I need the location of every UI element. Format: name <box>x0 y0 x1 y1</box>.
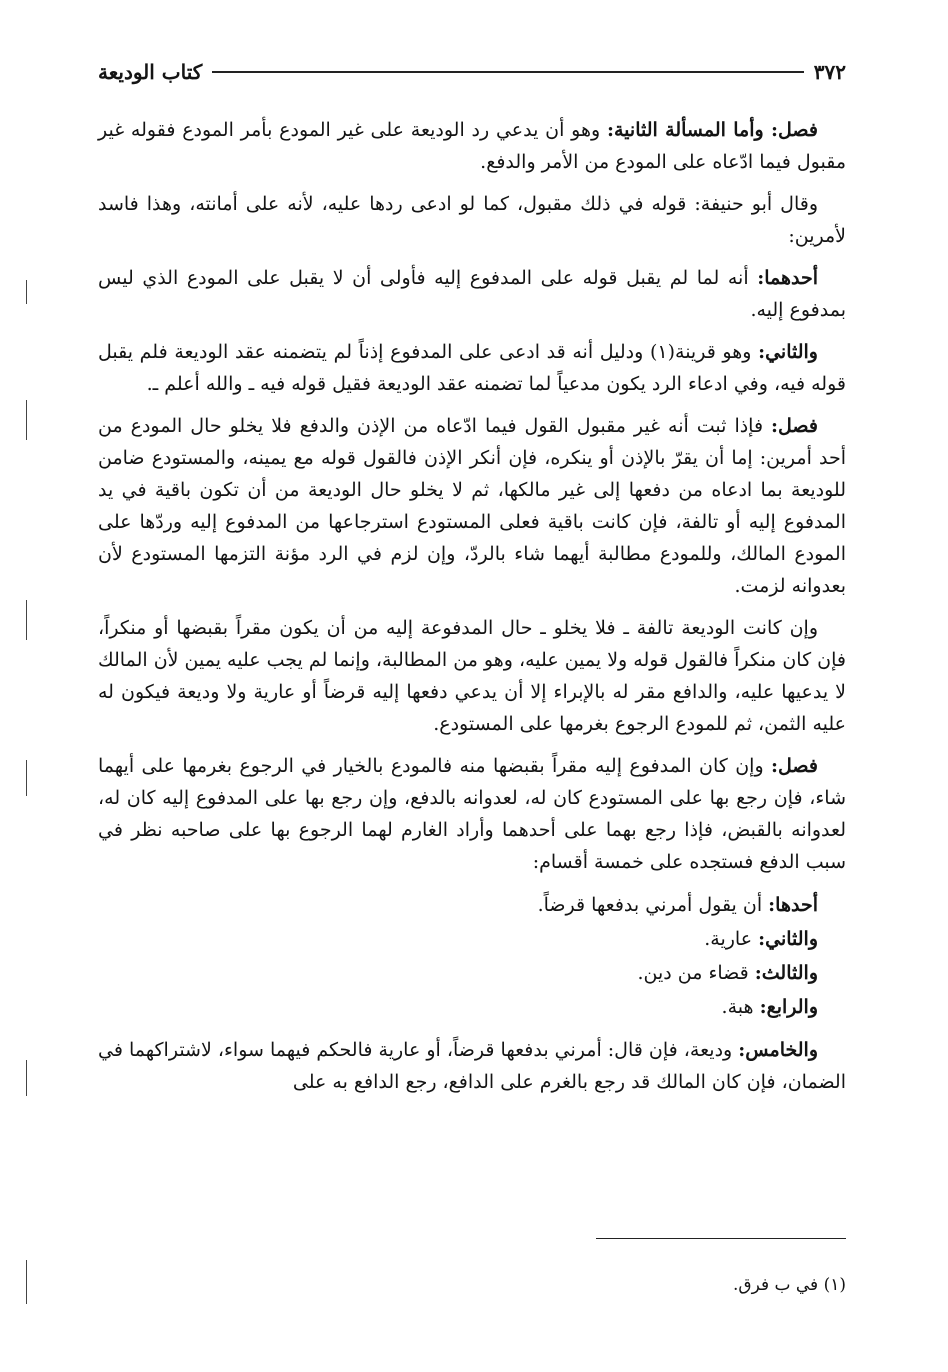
paragraph-text: وهو أن يدعي رد الوديعة على غير المودع بأمر المودع فقوله غير مقبول فيما ادّعاه على المودع من الأمر والدفع. <box>98 119 846 173</box>
footnote: (١) في ب فرق. <box>732 1275 846 1295</box>
list-item-lead: والرابع: <box>759 996 818 1018</box>
paragraph <box>98 750 846 878</box>
paragraph <box>98 1034 846 1098</box>
list-item-lead: أحدها: <box>768 894 818 916</box>
paragraph <box>98 262 846 326</box>
paragraph <box>98 612 846 740</box>
paragraph-text: أنه لما لم يقبل قوله على المدفوع إليه فأولى أن لا يقبل على المودع الذي ليس بمدفوع إليه. <box>98 267 846 321</box>
list-item <box>98 922 846 956</box>
paragraph-text: وديعة، فإن قال: أمرني بدفعها قرضاً، أو عارية فالحكم فيهما سواء، لاشتراكهما في الضمان، فإن كان المالك قد رجع بالغرم على الدافع، رجع الدافع به على <box>98 1039 846 1093</box>
page-header <box>98 52 846 92</box>
list-item-text: قضاء من دين. <box>637 962 755 984</box>
book-title: كتاب الوديعة <box>98 60 203 84</box>
list-item-text: هبة. <box>721 996 760 1018</box>
list-item-text: أن يقول أمرني بدفعها قرضاً. <box>537 894 769 916</box>
list-item-text: عارية. <box>704 928 759 950</box>
paragraph-lead: فصل: وأما المسألة الثانية: <box>606 119 818 141</box>
paragraph-lead: فصل: <box>771 755 818 777</box>
margin-mark <box>26 280 27 304</box>
paragraph-text: وإن كان المدفوع إليه مقراً بقبضها منه فالمودع بالخيار في الرجوع بغرمها على أيهما شاء، فإن رجع بها على المستودع كان له، لعدوانه بالدفع، وإن رجع بها على المدفوع إليه كان له، لعدوانه بالقبض، فإذا رجع بهما على أحدهما وأراد الغارم لهما الرجوع بها على صاحبه نظر في سبب الدفع فستجده على خمسة أقسام: <box>98 755 846 873</box>
paragraph <box>98 188 846 252</box>
page-body <box>98 114 846 1098</box>
page-number: ٣٧٢ <box>813 60 846 84</box>
paragraph-lead: والخامس: <box>738 1039 818 1061</box>
margin-mark <box>26 1060 27 1096</box>
margin-mark <box>26 760 27 796</box>
footnote-rule <box>596 1238 846 1239</box>
paragraph <box>98 336 846 400</box>
list-item <box>98 990 846 1024</box>
list-item-lead: والثالث: <box>754 962 818 984</box>
document-page <box>98 52 846 1295</box>
margin-mark <box>26 600 27 640</box>
paragraph <box>98 114 846 178</box>
paragraph-lead: أحدهما: <box>757 267 818 289</box>
paragraph-lead: فصل: <box>771 415 818 437</box>
paragraph-text: وإن كانت الوديعة تالفة ـ فلا يخلو ـ حال المدفوعة إليه من أن يكون مقراً بقبضها أو منكراً، فإن كان منكراً فالقول قوله ولا يمين عليه، وهو من المطالبة، وإنما لم يجب عليه يمين لأن المالك لا يدعيها عليه، والدافع مقر له بالإبراء إلا أن يدعي دفعها إليه قرضاً أو عارية ولا وديعة فيكون له عليه الثمن، ثم للمودع الرجوع بغرمها على المستودع. <box>98 617 846 735</box>
paragraph <box>98 410 846 602</box>
list-item-lead: والثاني: <box>758 928 818 950</box>
paragraph-lead: والثاني: <box>758 341 818 363</box>
list-item <box>98 888 846 922</box>
margin-mark <box>26 1260 27 1304</box>
margin-mark <box>26 400 27 440</box>
header-rule <box>212 71 803 73</box>
paragraph-text: وهو قرينة(١) ودليل أنه قد ادعى على المدفوع إذناً لم يتضمنه عقد الوديعة فلم يقبل قوله فيه، وفي ادعاء الرد يكون مدعياً لما تضمنه عقد الوديعة فقيل قوله فيه ـ والله أعلم ـ. <box>98 341 846 395</box>
list-item <box>98 956 846 990</box>
paragraph-text: وقال أبو حنيفة: قوله في ذلك مقبول، كما لو ادعى ردها عليه، لأنه على أمانته، وهذا فاسد لأمرين: <box>98 193 846 247</box>
paragraph-text: فإذا ثبت أنه غير مقبول القول فيما ادّعاه من الإذن والدفع فلا يخلو حال المودع من أحد أمرين: إما أن يقرّ بالإذن أو ينكره، فإن أنكر الإذن فالقول قوله مع يمينه، والمستودع ضامن للوديعة بما ادعاه من دفعها إلى غير مالكها، ثم لا يخلو حال الوديعة من أن تكون باقية في يد المدفوع إليه أو تالفة، فإن كانت باقية فعلى المستودع استرجاعها من المدفوع إليه وردّها على المودع المالك، وللمودع مطالبة أيهما شاء بالردّ، وإن لزم في الرد مؤنة التزمها المستودع لأن بعدوانه لزمت. <box>98 415 846 597</box>
